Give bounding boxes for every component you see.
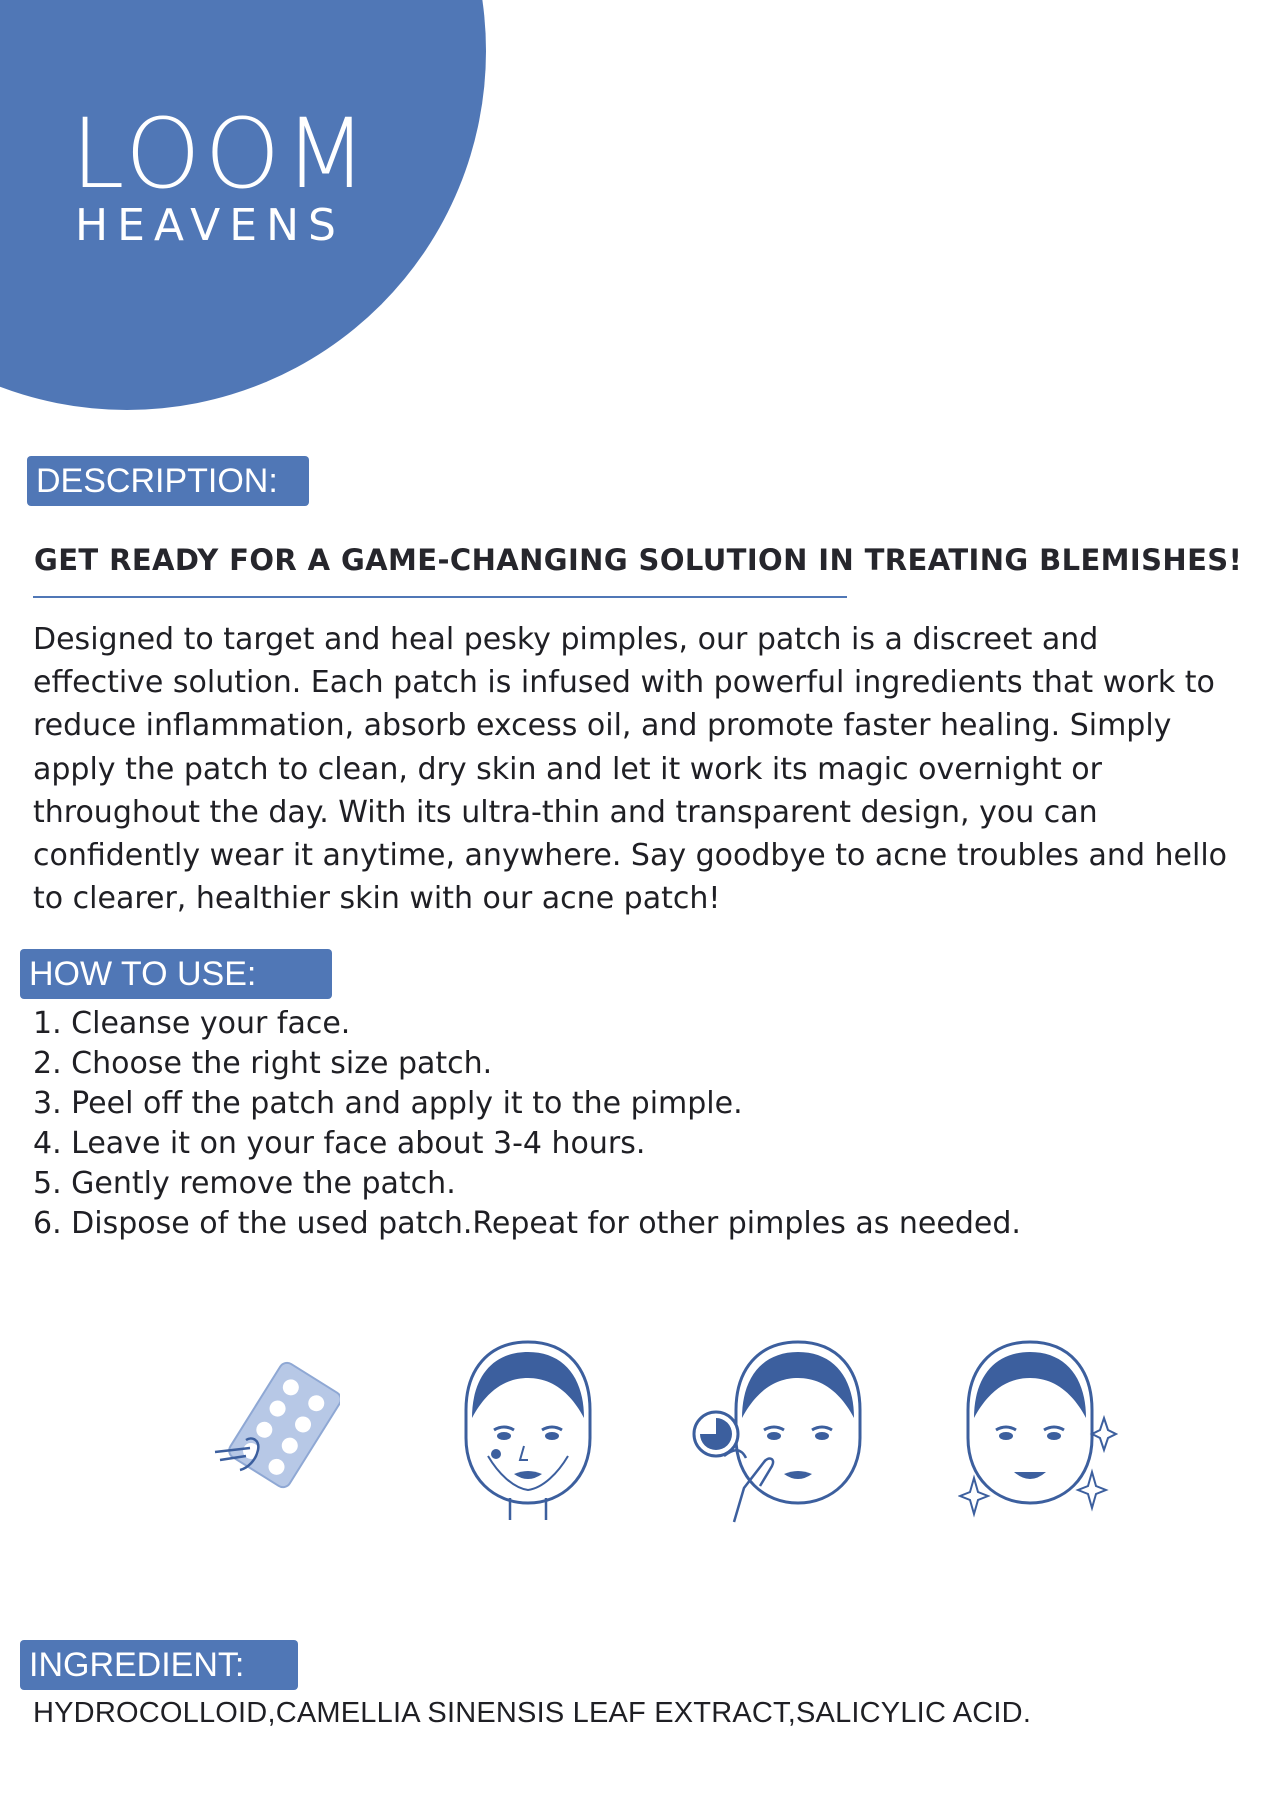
description-heading: DESCRIPTION: [27, 456, 309, 506]
description-body [33, 618, 1284, 920]
clear-face-icon [958, 1338, 1118, 1523]
step-item: 3. Peel off the patch and apply it to the pimple. [33, 1086, 743, 1121]
brand-tagline: HEAVENS [75, 200, 345, 251]
description-line: apply the patch to clean, dry skin and let it work its magic overnight or [33, 751, 1102, 787]
how-to-use-steps [33, 1004, 1021, 1244]
ingredient-list: HYDROCOLLOID,CAMELLIA SINENSIS LEAF EXTRACT,SALICYLIC ACID. [33, 1697, 1032, 1729]
step-item: 5. Gently remove the patch. [33, 1166, 456, 1201]
description-line: to clearer, healthier skin with our acne patch! [33, 881, 721, 917]
brand-name: LOOM [71, 98, 372, 210]
step-item: 1. Cleanse your face. [33, 1006, 351, 1041]
step-item: 6. Dispose of the used patch.Repeat for other pimples as needed. [33, 1206, 1021, 1241]
description-headline: GET READY FOR A GAME-CHANGING SOLUTION IN TREATING BLEMISHES! [34, 543, 1243, 577]
description-line: effective solution. Each patch is infused with powerful ingredients that work to [33, 665, 1215, 701]
description-line: Designed to target and heal pesky pimples, our patch is a discreet and [33, 622, 1099, 657]
step-item: 2. Choose the right size patch. [33, 1046, 493, 1081]
patch-sheet-icon [210, 1360, 340, 1500]
face-with-pimple-icon [458, 1338, 598, 1523]
description-line: confidently wear it anytime, anywhere. Say goodbye to acne troubles and hello [33, 838, 1228, 874]
face-applying-patch-icon [688, 1338, 868, 1523]
ingredient-heading: INGREDIENT: [20, 1640, 298, 1690]
headline-divider [33, 596, 847, 598]
description-line: throughout the day. With its ultra-thin and transparent design, you can [33, 794, 1098, 830]
step-item: 4. Leave it on your face about 3-4 hours. [33, 1126, 646, 1161]
description-line: reduce inflammation, absorb excess oil, and promote faster healing. Simply [33, 708, 1172, 744]
how-to-use-heading: HOW TO USE: [20, 949, 332, 999]
